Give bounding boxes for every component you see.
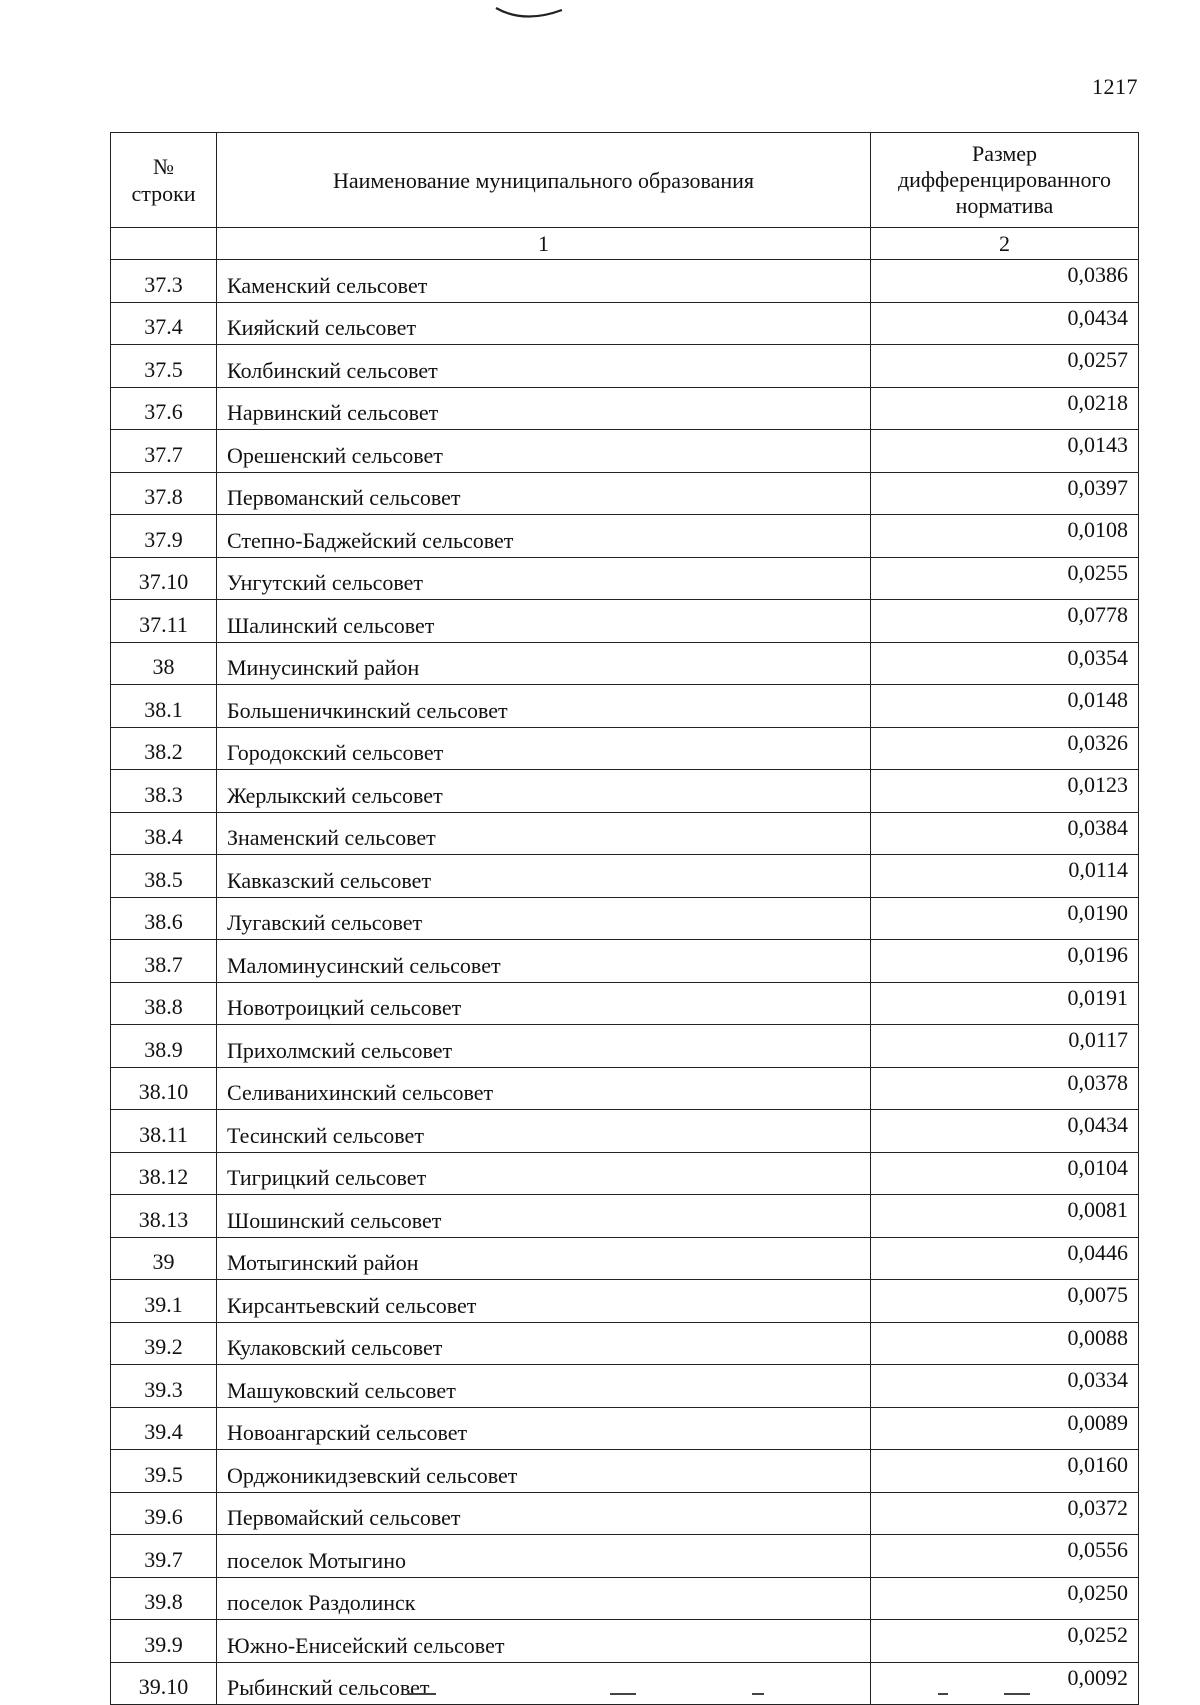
norm-value-cell: 0,0104 <box>871 1152 1139 1195</box>
norm-value-cell: 0,0326 <box>871 727 1139 770</box>
norm-table <box>110 132 1139 1705</box>
norm-value-cell: 0,0255 <box>871 557 1139 600</box>
table-row <box>111 600 1139 643</box>
municipality-name-cell: Орешенский сельсовет <box>217 430 871 473</box>
norm-value-cell: 0,0378 <box>871 1067 1139 1110</box>
norm-value-cell: 0,0190 <box>871 897 1139 940</box>
column-index-empty <box>111 228 217 260</box>
table-row <box>111 770 1139 813</box>
municipality-name-cell: Унгутский сельсовет <box>217 557 871 600</box>
norm-value-cell: 0,0218 <box>871 387 1139 430</box>
row-number-cell: 38.6 <box>111 897 217 940</box>
norm-value-cell: 0,0114 <box>871 855 1139 898</box>
row-number-cell: 38.13 <box>111 1195 217 1238</box>
table-row <box>111 855 1139 898</box>
municipality-name-cell: Первомайский сельсовет <box>217 1492 871 1535</box>
row-number-cell: 38.3 <box>111 770 217 813</box>
row-number-cell: 38.1 <box>111 685 217 728</box>
table-body <box>111 260 1139 1705</box>
table-row <box>111 430 1139 473</box>
row-number-cell: 39 <box>111 1237 217 1280</box>
table-row <box>111 1237 1139 1280</box>
municipality-name-cell: Нарвинский сельсовет <box>217 387 871 430</box>
norm-value-cell: 0,0143 <box>871 430 1139 473</box>
table-row <box>111 1365 1139 1408</box>
row-number-cell: 39.6 <box>111 1492 217 1535</box>
municipality-name-cell: Знаменский сельсовет <box>217 812 871 855</box>
row-number-cell: 39.7 <box>111 1535 217 1578</box>
norm-value-cell: 0,0778 <box>871 600 1139 643</box>
norm-value-cell: 0,0123 <box>871 770 1139 813</box>
top-binding-mark <box>494 0 564 24</box>
norm-value-cell: 0,0117 <box>871 1025 1139 1068</box>
header-row <box>111 133 1139 228</box>
header-value <box>871 133 1139 228</box>
table-row <box>111 345 1139 388</box>
row-number-cell: 38.4 <box>111 812 217 855</box>
norm-value-cell: 0,0397 <box>871 472 1139 515</box>
norm-value-cell: 0,0257 <box>871 345 1139 388</box>
row-number-cell: 38.11 <box>111 1110 217 1153</box>
header-row-number-label: № строки <box>131 154 196 206</box>
norm-value-cell: 0,0446 <box>871 1237 1139 1280</box>
municipality-name-cell: Большеничкинский сельсовет <box>217 685 871 728</box>
municipality-name-cell: Машуковский сельсовет <box>217 1365 871 1408</box>
column-index-row <box>111 228 1139 260</box>
municipality-name-cell: поселок Мотыгино <box>217 1535 871 1578</box>
table-row <box>111 1407 1139 1450</box>
table-row <box>111 1110 1139 1153</box>
table-row <box>111 727 1139 770</box>
municipality-name-cell: Прихолмский сельсовет <box>217 1025 871 1068</box>
row-number-cell: 37.6 <box>111 387 217 430</box>
row-number-cell: 38 <box>111 642 217 685</box>
norm-value-cell: 0,0434 <box>871 302 1139 345</box>
row-number-cell: 39.10 <box>111 1662 217 1705</box>
row-number-cell: 38.9 <box>111 1025 217 1068</box>
norm-value-cell: 0,0108 <box>871 515 1139 558</box>
table-row <box>111 1067 1139 1110</box>
row-number-cell: 37.11 <box>111 600 217 643</box>
norm-value-cell: 0,0354 <box>871 642 1139 685</box>
municipality-name-cell: Орджоникидзевский сельсовет <box>217 1450 871 1493</box>
row-number-cell: 38.5 <box>111 855 217 898</box>
table-row <box>111 1492 1139 1535</box>
row-number-cell: 38.8 <box>111 982 217 1025</box>
norm-value-cell: 0,0088 <box>871 1322 1139 1365</box>
header-value-label: Размер дифференцированного норматива <box>897 141 1112 218</box>
norm-value-cell: 0,0372 <box>871 1492 1139 1535</box>
table-row <box>111 515 1139 558</box>
row-number-cell: 37.9 <box>111 515 217 558</box>
municipality-name-cell: Жерлыкский сельсовет <box>217 770 871 813</box>
municipality-name-cell: Степно-Баджейский сельсовет <box>217 515 871 558</box>
municipality-name-cell: Колбинский сельсовет <box>217 345 871 388</box>
norm-value-cell: 0,0386 <box>871 260 1139 303</box>
municipality-name-cell: поселок Раздолинск <box>217 1577 871 1620</box>
column-index-name: 1 <box>217 228 871 260</box>
norm-value-cell: 0,0434 <box>871 1110 1139 1153</box>
municipality-name-cell: Кулаковский сельсовет <box>217 1322 871 1365</box>
table-row <box>111 387 1139 430</box>
row-number-cell: 38.7 <box>111 940 217 983</box>
municipality-name-cell: Мотыгинский район <box>217 1237 871 1280</box>
municipality-name-cell: Рыбинский сельсовет <box>217 1662 871 1705</box>
norm-value-cell: 0,0089 <box>871 1407 1139 1450</box>
municipality-name-cell: Кирсантьевский сельсовет <box>217 1280 871 1323</box>
table-row <box>111 557 1139 600</box>
norm-value-cell: 0,0191 <box>871 982 1139 1025</box>
norm-value-cell: 0,0196 <box>871 940 1139 983</box>
municipality-name-cell: Каменский сельсовет <box>217 260 871 303</box>
table-row <box>111 940 1139 983</box>
scan-footer-marks <box>0 1690 1200 1700</box>
municipality-name-cell: Кавказский сельсовет <box>217 855 871 898</box>
municipality-name-cell: Новотроицкий сельсовет <box>217 982 871 1025</box>
row-number-cell: 37.5 <box>111 345 217 388</box>
municipality-name-cell: Минусинский район <box>217 642 871 685</box>
norm-value-cell: 0,0556 <box>871 1535 1139 1578</box>
page-number: 1217 <box>1092 74 1138 99</box>
row-number-cell: 39.9 <box>111 1620 217 1663</box>
table-row <box>111 1450 1139 1493</box>
municipality-name-cell: Маломинусинский сельсовет <box>217 940 871 983</box>
table-row <box>111 685 1139 728</box>
row-number-cell: 37.8 <box>111 472 217 515</box>
norm-value-cell: 0,0160 <box>871 1450 1139 1493</box>
table-row <box>111 1322 1139 1365</box>
municipality-name-cell: Селиванихинский сельсовет <box>217 1067 871 1110</box>
table-row <box>111 897 1139 940</box>
municipality-name-cell: Шошинский сельсовет <box>217 1195 871 1238</box>
row-number-cell: 39.3 <box>111 1365 217 1408</box>
norm-value-cell: 0,0148 <box>871 685 1139 728</box>
municipality-name-cell: Новоангарский сельсовет <box>217 1407 871 1450</box>
municipality-name-cell: Первоманский сельсовет <box>217 472 871 515</box>
row-number-cell: 38.2 <box>111 727 217 770</box>
header-row-number <box>111 133 217 228</box>
header-name-label: Наименование муниципального образования <box>332 167 755 193</box>
row-number-cell: 38.12 <box>111 1152 217 1195</box>
row-number-cell: 37.7 <box>111 430 217 473</box>
row-number-cell: 39.2 <box>111 1322 217 1365</box>
table-row <box>111 1195 1139 1238</box>
header-name <box>217 133 871 228</box>
table-row <box>111 1280 1139 1323</box>
norm-value-cell: 0,0092 <box>871 1662 1139 1705</box>
table-row <box>111 812 1139 855</box>
column-index-value: 2 <box>871 228 1139 260</box>
table-row <box>111 1152 1139 1195</box>
municipality-name-cell: Южно-Енисейский сельсовет <box>217 1620 871 1663</box>
row-number-cell: 37.3 <box>111 260 217 303</box>
table-row <box>111 302 1139 345</box>
row-number-cell: 37.10 <box>111 557 217 600</box>
table-row <box>111 982 1139 1025</box>
norm-value-cell: 0,0081 <box>871 1195 1139 1238</box>
municipality-name-cell: Тигрицкий сельсовет <box>217 1152 871 1195</box>
row-number-cell: 39.4 <box>111 1407 217 1450</box>
table-row <box>111 260 1139 303</box>
table-row <box>111 642 1139 685</box>
municipality-name-cell: Шалинский сельсовет <box>217 600 871 643</box>
row-number-cell: 39.5 <box>111 1450 217 1493</box>
table-row <box>111 1535 1139 1578</box>
municipality-name-cell: Кияйский сельсовет <box>217 302 871 345</box>
row-number-cell: 38.10 <box>111 1067 217 1110</box>
row-number-cell: 39.8 <box>111 1577 217 1620</box>
table-row <box>111 1577 1139 1620</box>
municipality-name-cell: Тесинский сельсовет <box>217 1110 871 1153</box>
table-row <box>111 472 1139 515</box>
norm-value-cell: 0,0252 <box>871 1620 1139 1663</box>
municipality-name-cell: Лугавский сельсовет <box>217 897 871 940</box>
row-number-cell: 37.4 <box>111 302 217 345</box>
norm-value-cell: 0,0384 <box>871 812 1139 855</box>
municipality-name-cell: Городокский сельсовет <box>217 727 871 770</box>
norm-value-cell: 0,0334 <box>871 1365 1139 1408</box>
norm-value-cell: 0,0250 <box>871 1577 1139 1620</box>
table-row <box>111 1620 1139 1663</box>
table-row <box>111 1025 1139 1068</box>
norm-value-cell: 0,0075 <box>871 1280 1139 1323</box>
row-number-cell: 39.1 <box>111 1280 217 1323</box>
